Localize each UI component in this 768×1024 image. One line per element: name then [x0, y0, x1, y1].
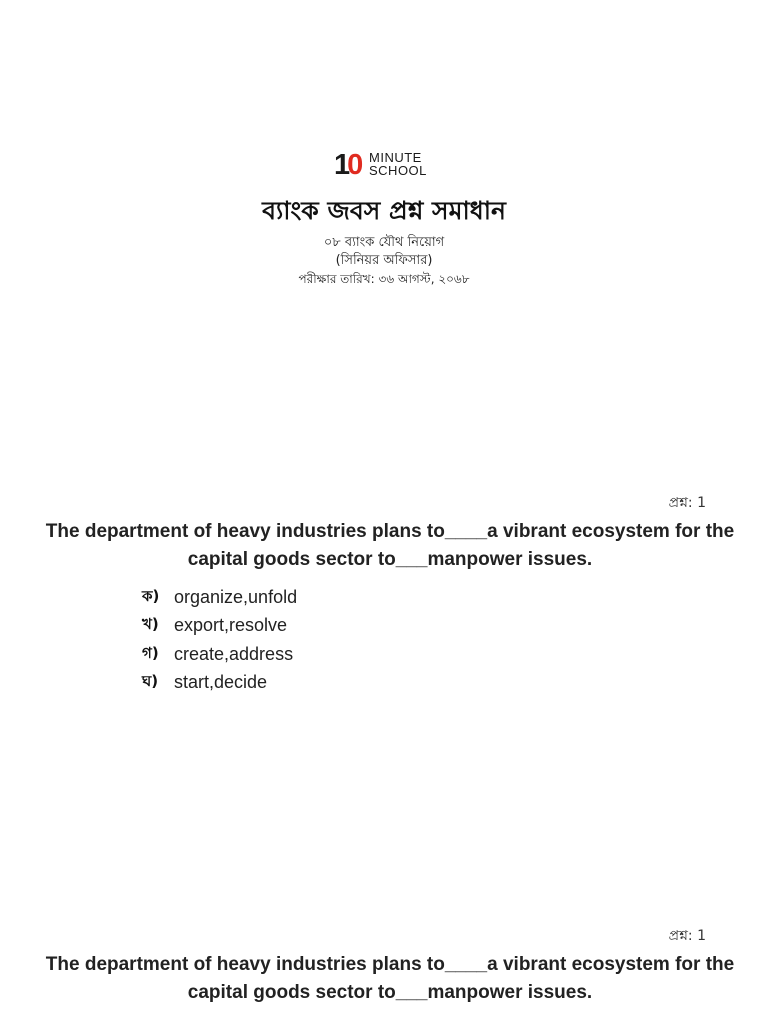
option-text: create,address	[174, 643, 294, 664]
option-item	[142, 669, 297, 698]
question-block	[0, 926, 768, 1021]
option-label: খ)	[142, 615, 159, 634]
option-item	[142, 583, 297, 612]
question-number: প্রশ্ন: 1	[668, 495, 706, 511]
logo-digit-zero: 0	[347, 149, 361, 181]
logo-mark	[334, 150, 368, 180]
question-text: The department of heavy industries plans to____a vibrant ecosystem for the capital goods sector to___manpower issues.	[45, 954, 735, 1003]
logo-wordmark	[369, 151, 427, 177]
option-label: গ)	[142, 643, 159, 662]
option-list	[142, 583, 297, 697]
exam-name: ০৮ ব্যাংক যৌথ নিয়োগ	[323, 235, 445, 250]
option-label: ঘ)	[142, 672, 159, 691]
logo-word-minute: MINUTE	[369, 150, 422, 165]
option-text: organize,unfold	[174, 586, 298, 607]
option-item	[142, 640, 297, 669]
option-text: start,decide	[174, 672, 268, 693]
question-number: প্রশ্ন: 1	[668, 928, 706, 944]
logo-word-school: SCHOOL	[369, 163, 427, 178]
option-text: export,resolve	[174, 615, 288, 636]
exam-post: (সিনিয়র অফিসার)	[335, 253, 433, 268]
question-text: The department of heavy industries plans to____a vibrant ecosystem for the capital goods sector to___manpower issues.	[45, 521, 735, 570]
option-label: ক)	[142, 586, 160, 605]
10-minute-school-logo	[334, 150, 436, 180]
logo-digit-one: 1	[334, 149, 348, 181]
exam-date: পরীক্ষার তারিখ: ৩৬ আগস্ট, ২০৬৮	[298, 272, 470, 286]
option-item	[142, 612, 297, 641]
question-block	[0, 493, 768, 703]
page-title: ব্যাংক জবস প্রশ্ন সমাধান	[262, 196, 506, 225]
